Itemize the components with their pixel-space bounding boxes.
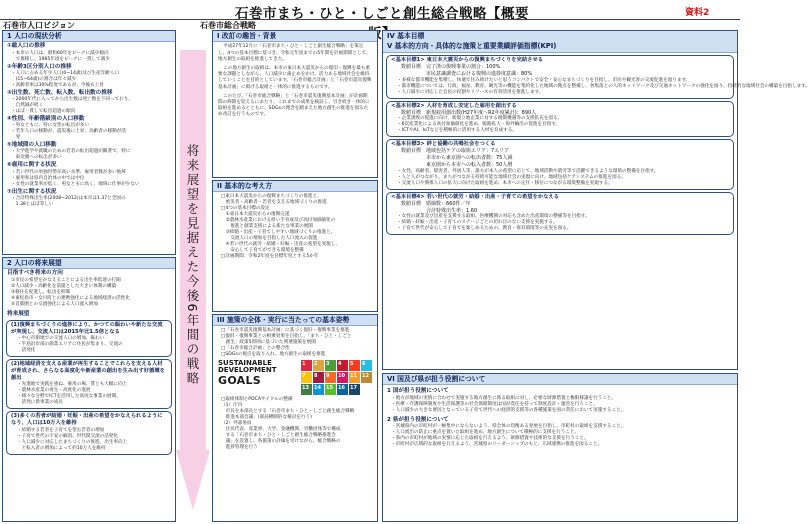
basic-concept-item: ④若い世代の就労・結婚・妊娠・出産の希望を実現し、 [221, 242, 340, 248]
goal-kpi: 本市から東京圏への転出者数：75人減 [401, 155, 513, 162]
outlook-proposal-line: ・農林水産業の再生・高度化の進展 [17, 388, 91, 394]
sdgs-block [213, 358, 377, 397]
goal-measure-line: ・人口減少に対応した官民の役割やリソースの有効活用を推進します。 [397, 89, 544, 95]
goal-kpi: 数値目標 地域包括ケアの取組エリア：7エリア [401, 148, 510, 155]
outlook-proposal-title: (3)多くの若者が結婚・妊娠・出産の希望をかなえられるようになり、人口は10万人を維持 [11, 413, 163, 427]
analysis-group-title: ⑤地域間の人口移動 [7, 142, 57, 149]
analysis-line: ・合計特殊出生率(2008~2012)は本市は1.37と全国の [11, 195, 126, 201]
basic-concept-item: ③結婚・出産・子育てしやすい地域づくりの推進と、 [221, 230, 336, 236]
outlook-proposal-box [6, 359, 172, 409]
goal-box [386, 101, 734, 138]
goal-kpi: 東京圏から本市への転入者数：50人増 [401, 161, 513, 168]
sdgs-logo [218, 360, 298, 387]
basic-concept-item: 被災者・高齢者・若者を支える地域づくりの推進 [221, 200, 327, 206]
sdg-goal-icon: 15 [325, 384, 336, 395]
analysis-group-title: ③出生数、死亡数、転入数、転出数の推移 [7, 89, 113, 96]
analysis-group-title: ①総人口の推移 [7, 43, 46, 50]
analysis-group-title: ⑥雇用に関する状況 [7, 162, 57, 169]
basic-stance-heading: III 施策の全体・実行に当たっての基本姿勢 [213, 315, 377, 326]
goal-measure-line: ・企業誘致の促進に向け、新規立地企業に対する税制優遇等の支援拡充を図る。 [397, 116, 563, 122]
sdg-goal-icon: 6 [361, 360, 372, 371]
revision-paragraph: このたび、「石巻市総合戦略」と「石巻市震災復興基本計画」が計画期間の終期を迎えるにあたり、これまでの成果を検証し、引き続き一体的に取組を進めるとともに、SDGsの理念を踏まえた地方創生の推進を図るため改訂を行うものです。 [218, 93, 370, 118]
national-role-title: 1 国が担う役割について [387, 388, 449, 395]
outlook-proposal-title: (2)地域経済を支える産業が再生することでこれらを支える人材が育成され、さらなる高度化や新産業の創出を生み出す好循環を創出 [11, 361, 165, 382]
goal-measure-line: ・女性、高齢者、障害者、外国人等、誰もが本人の希望に応じて、地域活動や就労等で活躍できるような環境の整備を目指す。 [397, 168, 659, 174]
basic-goals-section [382, 30, 810, 370]
outlook-proposals [3, 320, 175, 455]
analysis-line: ・大学進学や就職のための若者の転出超過が顕著で、特に [11, 149, 131, 155]
outlook-proposal-line: ・中心市街地での交流人口の増加、賑わい [17, 336, 105, 342]
sdg-goal-icon: 8 [313, 372, 324, 383]
sdg-goal-icon: 4 [337, 360, 348, 371]
basic-stance-item: □復旧・復興事業との相乗効果を目指し、「まち・ひと・しごと [221, 334, 352, 340]
pdca-item: 住民代表、産業界、大学、金融機関、労働団体等で構成 [221, 427, 341, 433]
pdca-item: する「石巻市まち・ひと・しごと創生総合戦略推進会 [221, 433, 336, 439]
prefecture-role-item: ・宮城県内の市町村が一極集中にならないよう、県全体の均衡ある発展を目指し、市町村の取組を支援すること。 [391, 423, 626, 429]
sdg-goal-icon: 17 [349, 384, 360, 395]
sdg-goal-icon: 1 [301, 360, 312, 371]
pdca-item: 推進本部会議」(部局横断的な検討を行う) [221, 415, 312, 421]
outlook-proposal-box [6, 411, 172, 454]
goal-title: <基本目標1> 東日本大震災からの復興まちづくりを完結させる [391, 56, 544, 63]
prefecture-role-item: ・市町村が広域的な取組を行えるよう、宮城県のリーダーシップのもと、広域連携の推進を図ること。 [391, 441, 603, 447]
goal-kpi: 数値目標 完了済の復興事業の割合：100% [401, 64, 501, 71]
basic-goals-heading: IV 基本目標 [383, 31, 737, 41]
goal-box [386, 192, 734, 236]
future-direction-list [3, 278, 175, 308]
revision-background-heading: I 改訂の趣旨・背景 [213, 31, 377, 42]
analysis-line: ・2000年代に入ってから出生数は死亡数を下回っており、 [11, 97, 133, 103]
current-analysis-heading: 1 人口の現状分析 [3, 31, 175, 42]
goal-kpi: 合計特殊出生率：1.60 [401, 207, 478, 214]
basic-concept-heading: II 基本的な考え方 [213, 181, 377, 192]
basic-stance-item: 創生」政策5原則に基づいた関連施策を展開 [221, 340, 316, 346]
pdca-item: 進捗管理を行う [221, 445, 258, 451]
national-prefecture-heading: VI 国及び県が担う役割について [383, 374, 737, 385]
goal-kpi: 数値目標 婚姻数：660件／年 [401, 200, 471, 207]
goal-measure-line: ・人と人がつながり、まちがつながる持続可能な地域社会の実現に向け、地域包括ケアシステムの推進を図る。 [397, 174, 626, 180]
basic-concept-item: □東日本大震災からの復興まちづくりの推進と、 [221, 194, 322, 200]
basic-concept-section [212, 180, 378, 312]
national-role-list [383, 396, 737, 414]
sdg-goal-icon: 10 [337, 372, 348, 383]
analysis-group-title: ②年齢3区分別人口の推移 [7, 63, 72, 70]
goals-list [383, 55, 810, 235]
analysis-line: ・高齢者率は30%程度であるが、今後も上昇 [11, 82, 104, 88]
future-direction-item: ②人口減少・高齢化を前提とした大きい体制の構築 [11, 283, 117, 289]
sdgs-icons-grid [301, 360, 372, 395]
outlook-proposal-line: 活発化 [17, 348, 36, 354]
goal-title: <基本目標4> 若い世代の就労・結婚・出産・子育ての希望をかなえる [391, 193, 560, 200]
analysis-line: ・男女ともに、特に女性の転出が多い [11, 123, 90, 129]
pdca-item: （2）外部委員 [221, 421, 252, 427]
future-direction-item: ③移住を促進し、転出を抑制 [11, 289, 71, 295]
analysis-line: ・ほぼ一貫して転出超過の傾向 [11, 109, 76, 115]
goal-measure-line: ・女性の就業及び出産を支援する取組、医療機関の対応も含めた出産環境の整備等を目指す。 [397, 214, 590, 220]
goal-measure-line: ・都市機能については、行政、福祉、教育、観光等の機能を集約化した地域の拠点を整備し、各集落との人的ネットワーク及び交通ネットワークの強化を図り、持続的な地域社会の構築を目指します。 [397, 83, 810, 89]
national-role-item: ・地方が地域の実情に合わせて実施する地方創生に係る取組に対し、必要な財源措置と権限移譲を行うこと。 [391, 395, 617, 401]
pdca-item: □取組体制とPDCAサイクルの整備 [221, 397, 293, 403]
population-vision-heading: 石巻市人口ビジョン [3, 21, 75, 30]
revision-paragraph: この地方創生の取組は、本市の東日本大震災からの復旧・復興を最も重要な課題としながら、人口減少に歯止めをかけ、活力ある地域社会を維持していくことを目的としています。「石巻市総合計画」と「石巻市震災復興基本計画」に掲げる取組と一体的に推進するものです。 [218, 66, 372, 90]
revision-background-section [212, 30, 378, 178]
outlook-title: 将来展望 [7, 310, 30, 317]
outlook-proposal-line: ・半島沿岸部の漁業エリアに住民が集まり、交流の [17, 342, 123, 348]
prefecture-role-title: 2 県が担う役割について [387, 416, 449, 423]
pdca-item: （1）庁内 [221, 403, 243, 409]
basic-stance-item: □「石巻市震災復興基本計画」に基づく復旧・復興事業を推進 [221, 328, 350, 334]
pdca-item: 市長を本部長とする「石巻市まち・ひと・しごと創生総合戦略 [221, 409, 355, 415]
vertical-banner [177, 120, 207, 410]
analysis-line: ・若い世代の単独世帯が高い水準、雇用者数が多い地域 [11, 169, 126, 175]
national-role-item: ・人口減少の大きな要因となっている子育て世代への経済的支援等の各種施策を国の責任において実施すること。 [391, 407, 626, 413]
basic-concept-item: 安心して子育てができる環境を整備 [221, 248, 304, 254]
outlook-proposal-line: ・様々な分野でICTを活用した高度な事業の展開、 [17, 394, 121, 400]
sdg-goal-icon: 13 [301, 384, 312, 395]
basic-stance-item: □SDGsの視点を取り入れ、地方創生の取組を推進 [221, 352, 326, 358]
header-divider [0, 19, 740, 20]
goal-title: <基本目標3> 絆と協働の共鳴社会をつくる [391, 141, 496, 148]
outlook-proposal-line: ・人口減少に対応したまちづくりの推進、出生率向上 [17, 439, 128, 445]
basic-stance-item: □「石巻市総合計画」との整合性 [221, 346, 290, 352]
future-direction-item: ①市民の希望をかなえることによる出生率低迷の打開 [11, 277, 121, 283]
goal-measure-line: ・6次産業化による高付加価値化を進め、販路拡大・海外輸出の促進を目指す。 [397, 122, 561, 128]
revision-paragraph: 平成27年12月に「石巻市まち・ひと・しごと創生総合戦略」を策定し、4つの基本目標に基づき、令和元年度までの5年間を計画期間として、地方創生の取組を推進してきた。 [218, 44, 371, 62]
goal-kpi: 市民意識調査における復興の進捗度意識：80% [401, 70, 533, 77]
sdg-goal-icon: 7 [301, 372, 312, 383]
analysis-groups [3, 42, 175, 207]
outlook-proposal-line: ・結婚する若者を子育てを望む若者の増加 [17, 427, 105, 433]
current-analysis-section [2, 30, 176, 255]
future-direction-item: ④東松島市・女川町との連携強化による地域経済の活性化 [11, 295, 130, 301]
prefecture-role-item: ・県内の市町村が地域の実情に応じた取組を行えるよう、財源措置や技術的な支援を行うこと。 [391, 435, 589, 441]
sdg-goal-icon: 14 [313, 384, 324, 395]
analysis-line: (15~64歳)の割合は年々減少 [11, 76, 77, 82]
sdgs-title: SUSTAINABLE DEVELOPMENT [218, 359, 277, 375]
analysis-line: ・雇用率は県内自治体の中では中位 [11, 175, 85, 181]
analysis-line: で推移し、1985年頃をピークに一貫して減少 [11, 56, 110, 62]
prefecture-role-item: ・人口流出の防止に重点を置いた取組を進め、地方創生について積極的に支援を行うこと。 [391, 429, 580, 435]
pdca-item: 議」を設置し、各施策の評価を受けながら、総合戦略の [221, 439, 341, 445]
goal-measure-line: ・交流人口や関係人口の拡大に向けた取組を進め、本市への定住・移住につながる環境整備を実現する。 [397, 180, 613, 186]
national-role-item: ・医療・介護保険制度や生活保護等の社会保障制度は国が責任を持って制度設計・運営を行うこと。 [391, 401, 598, 407]
analysis-line: 発 [11, 135, 21, 141]
basic-concept-item: □計画期間：令和2年度を目標年度とする5か年 [221, 254, 319, 260]
goal-measure-line: ・ICTやAI、IoTなどを積極的に活用する人材を育成する。 [397, 128, 517, 134]
outlook-proposal-line: 活発に新事業の成長 [17, 400, 63, 406]
goal-box [386, 55, 810, 99]
outlook-proposal-line: ・子育て世代の不安の解消、世代間交流の活発化 [17, 433, 119, 439]
basic-stance-list [213, 326, 377, 358]
sdg-goal-icon: 5 [349, 360, 360, 371]
basic-stance-section [212, 314, 378, 522]
outlook-proposal-line: ・先進地で実践を重ね、雇用の場、質とも大幅に向上 [17, 382, 128, 388]
analysis-line: 1.38とほぼ等しい [11, 201, 54, 207]
outlook-proposal-box [6, 320, 172, 357]
sdg-goal-icon: 3 [325, 360, 336, 371]
basic-concept-list [213, 192, 377, 260]
sdg-goal-icon: 12 [361, 372, 372, 383]
goal-measure-line: ・多様な都市機能を集積し、快適で住み続けたいと思うコンパクトで安全・安心なまちづくりを目指し、市民や観光客の交流促進を図ります。 [397, 77, 691, 83]
sdgs-goals-text: GOALS [218, 374, 262, 388]
basic-direction-heading: V 基本的方向・具体的な施策と重要業績評価指標(KPI) [383, 41, 737, 52]
outlook-proposal-title: (1)復興まちづくりの進捗により、かつての賑わいや新たな交流が実現し、交流人口は2015年比1.5倍となる [11, 321, 163, 335]
sdg-goal-icon: 11 [349, 372, 360, 383]
basic-concept-item: ②農林水産業における担い手育成及び高付加価値化の [221, 218, 336, 224]
sdg-goal-icon: 16 [337, 384, 348, 395]
basic-concept-item: □4つの基本目標の設定 [221, 206, 270, 212]
analysis-line: ・人口に占める年少人口(0~14歳)及び生産年齢人口 [11, 70, 120, 76]
sdg-goal-icon: 9 [325, 372, 336, 383]
outlook-proposal-line: と転入者の増加によって約10万人を維持 [17, 445, 106, 451]
pdca-list [213, 397, 377, 451]
prefecture-role-list [383, 424, 737, 448]
goal-measure-line: ・子育て世代が安心して子育てを楽しめるための、教育・保育環境等の充実を図る。 [397, 226, 572, 232]
future-direction-title: 目指すべき将来の方向 [7, 270, 63, 277]
basic-concept-item: 推進と創業支援による新たな事業の展開 [221, 224, 313, 230]
goal-box [386, 139, 734, 189]
goal-kpi: 数値目標 新規雇用創出数(H27年度～R2年度累計)：890人 [401, 109, 537, 116]
analysis-line: ・女性の就業率が低く、男女ともに高く、地域に仕事が少ない [11, 181, 140, 187]
basic-concept-item: 交流人口の増加を目指した人口流入の促進 [221, 236, 318, 242]
basic-concept-item: ①東日本大震災からの復興完遂 [221, 212, 290, 218]
analysis-group-title: ④性別、年齢階級別の人口移動 [7, 116, 85, 123]
national-prefecture-section [382, 373, 738, 522]
vertical-banner-text: 将来展望を見据えた今後6年間の戦略 [185, 144, 200, 386]
page-title: 石巻市まち・ひと・しごと創生総合戦略【概要 [235, 6, 529, 22]
sdg-goal-icon: 2 [313, 360, 324, 371]
analysis-line: 自然減が続く [11, 103, 44, 109]
document-label: 資料2 [685, 8, 710, 18]
analysis-line: ・本市の人口は、昭和60年をピークに減少傾向 [11, 50, 109, 56]
future-direction-item: ⑤首都圏との交流強化による人口流入増加 [11, 301, 98, 307]
strategy-heading: 石巻市総合戦略 [200, 21, 256, 30]
goal-measure-line: ・結婚・妊娠・出産・子育てのステージごとの切れ目のない支援を実施する。 [397, 220, 558, 226]
goal-title: <基本目標2> 人材を育成し安定した雇用を創出する [391, 102, 517, 109]
analysis-group-title: ⑦出生に関する状況 [7, 188, 57, 195]
revision-background-text [213, 42, 377, 118]
future-outlook-section [2, 257, 176, 522]
analysis-line: 東北圏への転出が多い [11, 155, 62, 161]
future-outlook-heading: 2 人口の将来展望 [3, 258, 175, 269]
analysis-line: ・若年人口の移動が、震災後に上昇、高齢者の移動が活 [11, 129, 126, 135]
